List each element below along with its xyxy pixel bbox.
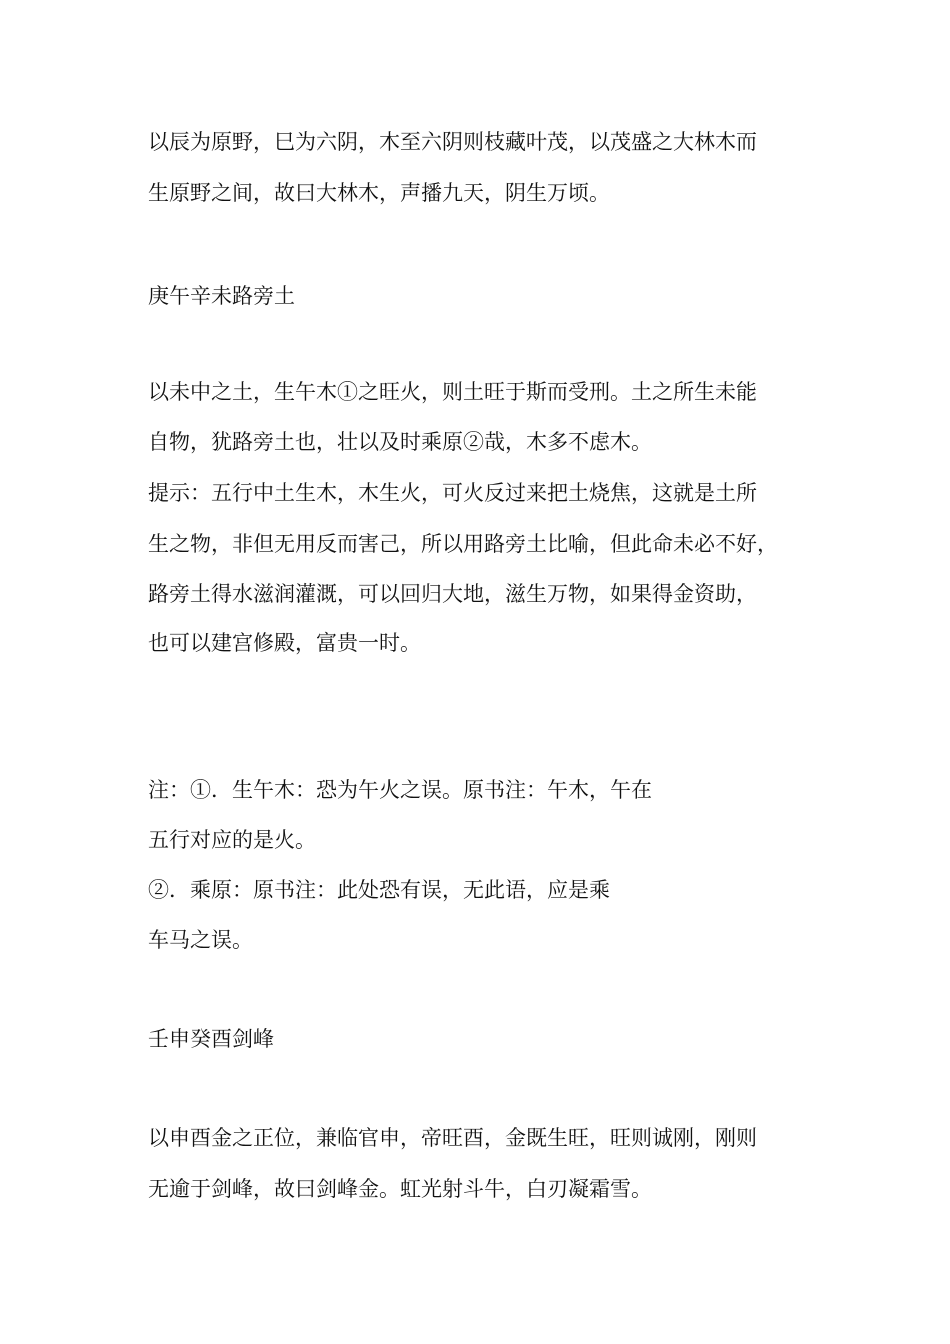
tip-line: 生之物，非但无用反而害己，所以用路旁土比喻，但此命未必不好，: [148, 532, 778, 556]
note-line: 五行对应的是火。: [148, 828, 316, 852]
paragraph-line: 以申酉金之正位，兼临官申，帝旺酉，金既生旺，旺则诚刚，刚则: [148, 1126, 757, 1150]
tip-line: 也可以建宫修殿，富贵一时。: [148, 631, 421, 655]
paragraph-line: 自物，犹路旁土也，壮以及时乘原②哉，木多不虑木。: [148, 430, 652, 454]
paragraph-line: 以未中之土，生午木①之旺火，则土旺于斯而受刑。土之所生未能: [148, 380, 757, 404]
note-line: 车马之误。: [148, 928, 253, 952]
note-line: 注：①．生午木：恐为午火之误。原书注：午木，午在: [148, 778, 652, 802]
tip-line: 提示：五行中土生木，木生火，可火反过来把土烧焦，这就是土所: [148, 481, 757, 505]
note-line: ②．乘原：原书注：此处恐有误，无此语，应是乘: [148, 878, 610, 902]
paragraph-line: 无逾于剑峰，故曰剑峰金。虹光射斗牛，白刃凝霜雪。: [148, 1177, 652, 1201]
paragraph-line: 以辰为原野，巳为六阴，木至六阴则枝藏叶茂，以茂盛之大林木而: [148, 130, 757, 154]
paragraph-line: 生原野之间，故曰大林木，声播九天，阴生万顷。: [148, 181, 610, 205]
tip-line: 路旁土得水滋润灌溉，可以回归大地，滋生万物，如果得金资助，: [148, 582, 757, 606]
section-heading: 壬申癸酉剑峰: [148, 1027, 274, 1051]
section-heading: 庚午辛未路旁土: [148, 284, 295, 308]
